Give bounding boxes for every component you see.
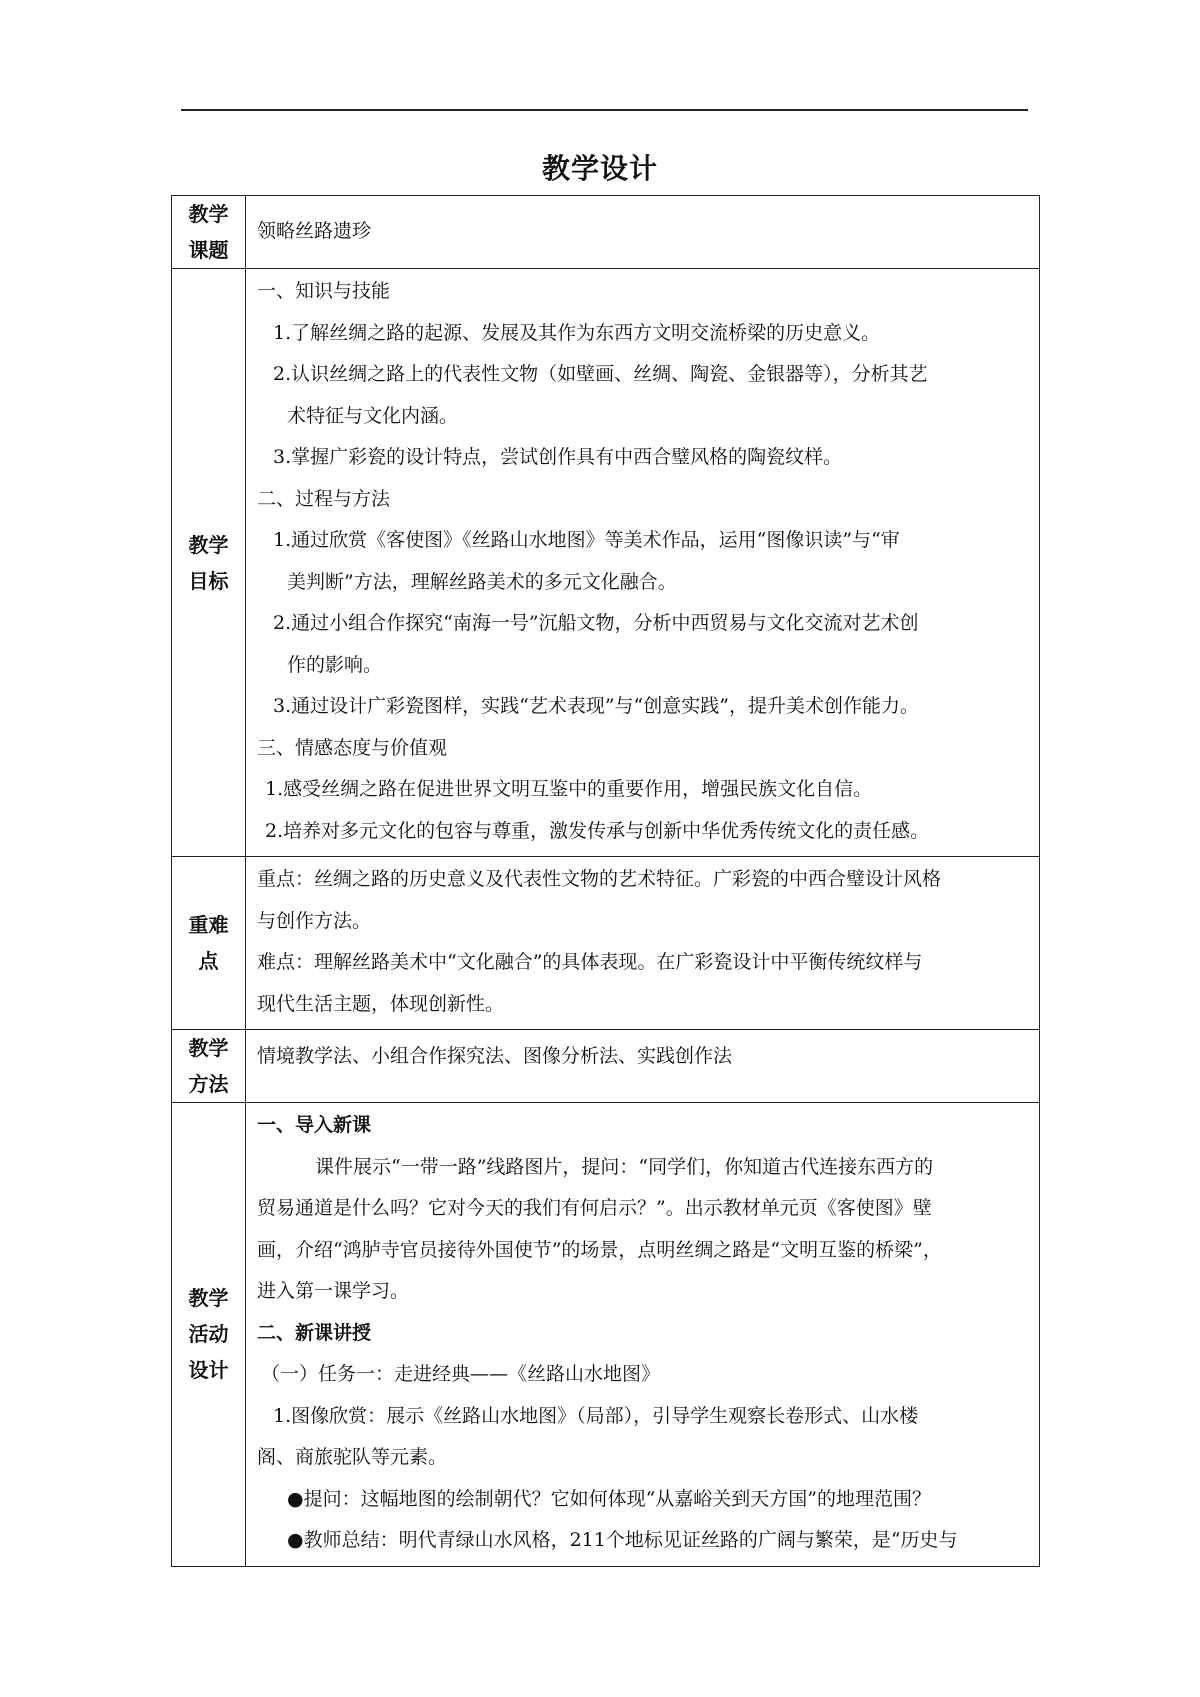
lesson-plan-table: [171, 195, 1040, 1567]
goals-s1-item-3: 3.掌握广彩瓷的设计特点，尝试创作具有中西合璧风格的陶瓷纹样。: [273, 446, 843, 468]
label-methods-line2: 方法: [188, 1072, 229, 1096]
goals-s2-item-1b: 美判断”方法，理解丝路美术的多元文化融合。: [287, 570, 677, 593]
goals-s3-item-2: 2.培养对多元文化的包容与尊重，激发传承与创新中华优秀传统文化的责任感。: [265, 819, 930, 842]
row-activities: [172, 1103, 1040, 1567]
goals-s1-item-2a: 2.认识丝绸之路上的代表性文物（如壁画、丝绸、陶瓷、金银器等），分析其艺: [273, 363, 928, 385]
label-activities-line2: 活动: [188, 1322, 229, 1347]
document-title: 教学设计: [541, 152, 658, 185]
row-methods: [172, 1030, 1040, 1103]
topic-text: 领略丝路遗珍: [257, 220, 372, 243]
content-goals: [246, 269, 1040, 857]
goals-s1-item-2b: 术特征与文化内涵。: [287, 404, 459, 427]
label-keypoints: [172, 857, 246, 1030]
activities-intro-line-3: 画，介绍“鸿胪寺官员接待外国使节”的场景，点明丝绸之路是“文明互鉴的桥梁”，: [257, 1238, 942, 1261]
goals-s2-item-3: 3.通过设计广彩瓷图样，实践“艺术表现”与“创意实践”，提升美术创作能力。: [273, 695, 919, 717]
content-keypoints: [246, 857, 1040, 1030]
label-methods-line1: 教学: [188, 1036, 229, 1060]
activities-task-1: （一）任务一：走进经典——《丝路山水地图》: [261, 1363, 661, 1385]
label-goals: [172, 269, 246, 857]
goals-s1-item-1: 1.了解丝绸之路的起源、发展及其作为东西方文明交流桥梁的历史意义。: [273, 321, 881, 344]
content-activities: [246, 1103, 1040, 1567]
activities-bullet-question: ●提问：这幅地图的绘制朝代？它如何体现“从嘉峪关到天方国”的地理范围？: [287, 1487, 932, 1510]
label-activities: [172, 1103, 246, 1567]
goals-section-3-title: 三、情感态度与价值观: [257, 736, 448, 759]
activities-task1-line-2: 阁、商旅驼队等元素。: [257, 1446, 448, 1468]
activities-intro-line-1: 课件展示“一带一路”线路图片，提问：“同学们，你知道古代连接东西方的: [315, 1155, 934, 1178]
label-keypoints-line2: 点: [198, 949, 219, 973]
row-topic: [172, 196, 1040, 269]
goals-s2-item-2a: 2.通过小组合作探究“南海一号”沉船文物，分析中西贸易与文化交流对艺术创: [273, 612, 919, 634]
label-topic-line2: 课题: [188, 238, 229, 262]
methods-text: 情境教学法、小组合作探究法、图像分析法、实践创作法: [257, 1045, 733, 1067]
label-goals-line1: 教学: [188, 532, 229, 557]
activities-heading-2: 二、新课讲授: [257, 1321, 372, 1344]
label-activities-line1: 教学: [188, 1286, 229, 1311]
label-goals-line2: 目标: [188, 568, 229, 593]
activities-heading-1: 一、导入新课: [257, 1114, 372, 1136]
content-topic: [246, 196, 1040, 269]
goals-section-1-title: 一、知识与技能: [257, 280, 391, 302]
goals-s3-item-1: 1.感受丝绸之路在促进世界文明互鉴中的重要作用，增强民族文化自信。: [265, 778, 873, 800]
activities-intro-line-2: 贸易通道是什么吗？它对今天的我们有何启示？”。出示教材单元页《客使图》壁: [257, 1197, 932, 1219]
activities-task1-line-1: 1.图像欣赏：展示《丝路山水地图》（局部），引导学生观察长卷形式、山水楼: [273, 1404, 919, 1427]
label-methods: [172, 1030, 246, 1103]
content-methods: [246, 1030, 1040, 1103]
key-point-b: 与创作方法。: [257, 909, 372, 932]
header-rule: [181, 109, 1028, 111]
label-activities-line3: 设计: [188, 1358, 229, 1383]
activities-intro-line-4: 进入第一课学习。: [257, 1280, 410, 1302]
difficulty-b: 现代生活主题，体现创新性。: [257, 992, 505, 1015]
goals-s2-item-1a: 1.通过欣赏《客使图》《丝路山水地图》等美术作品，运用“图像识读”与“审: [273, 529, 900, 551]
activities-bullet-summary: ●教师总结：明代青绿山水风格，211个地标见证丝路的广阔与繁荣，是“历史与: [287, 1529, 958, 1551]
row-goals: [172, 269, 1040, 857]
label-topic-line1: 教学: [188, 202, 229, 226]
label-topic: [172, 196, 246, 269]
goals-s2-item-2b: 作的影响。: [287, 653, 383, 676]
goals-section-2-title: 二、过程与方法: [257, 487, 391, 510]
difficulty-a: 难点：理解丝路美术中“文化融合”的具体表现。在广彩瓷设计中平衡传统纹样与: [257, 951, 923, 973]
key-point-a: 重点：丝绸之路的历史意义及代表性文物的艺术特征。广彩瓷的中西合璧设计风格: [257, 868, 942, 890]
row-keypoints: [172, 857, 1040, 1030]
label-keypoints-line1: 重难: [188, 913, 229, 937]
